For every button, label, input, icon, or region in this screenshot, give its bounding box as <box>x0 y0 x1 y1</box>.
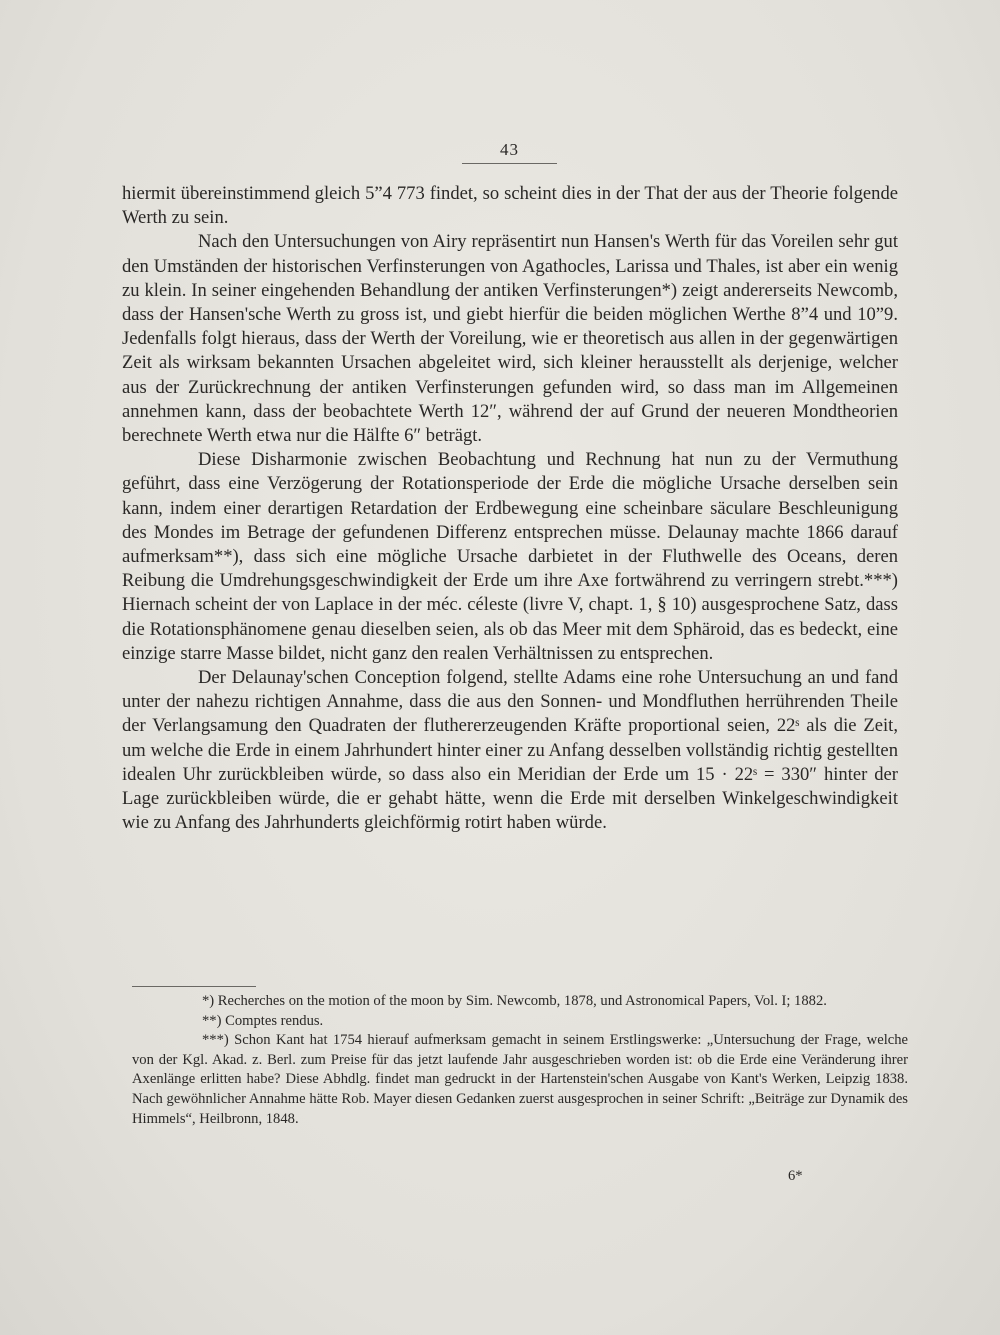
body-text <box>122 182 898 835</box>
header-rule <box>462 163 557 164</box>
footnote: ***) Schon Kant hat 1754 hierauf aufmerksam gemacht in seinem Erstlingswerke: „Untersuchung der Frage, welche von der Kgl. Akad. z. Berl. zum Preise für das jetzt laufende Jahr ausgeschrieben worden ist: ob die Erde eine Veränderung ihrer Axenlänge erlitten habe? Diese Abhdlg. findet man gedruckt in der Hartenstein'schen Ausgabe von Kant's Werken, Leipzig 1838. Nach gewöhnlicher Annahme hätte Rob. Mayer diesen Gedanken zuerst ausgesprochen in seiner Schrift: „Beiträge zur Dynamik des Himmels“, Heilbronn, 1848. <box>132 1032 908 1127</box>
footnote: **) Comptes rendus. <box>202 1012 324 1029</box>
paragraph: Der Delaunay'schen Conception folgend, stellte Adams eine rohe Untersuchung an und fand unter der nahezu richtigen Annahme, dass die aus den Sonnen- und Mondfluthen herrührenden Theile der Verlangsamung den Quadraten der fluthererzeugenden Kräfte proportional seien, 22ˢ als die Zeit, um welche die Erde in einem Jahrhundert hinter einer zu Anfang desselben vollständig richtig gestellten idealen Uhr zurückbleiben würde, so dass also ein Meridian der Erde um 15 · 22ˢ = 330″ hinter der Lage zurückbleiben würde, die er gehabt hätte, wenn die Erde mit derselben Winkelgeschwindigkeit wie zu Anfang des Jahrhunderts gleichförmig rotirt haben würde. <box>122 667 898 834</box>
paragraph: hiermit übereinstimmend gleich 5ˮ4 773 findet, so scheint dies in der That der aus der Theorie folgende Werth zu sein. <box>122 183 898 229</box>
paragraph: Nach den Untersuchungen von Airy repräsentirt nun Hansen's Werth für das Voreilen sehr gut den Umständen der historischen Verfinsterungen von Agathocles, Larissa und Thales, ist aber ein wenig zu klein. In seiner eingehenden Behandlung der antiken Verfinsterungen*) zeigt andererseits Newcomb, dass der Hansen'sche Werth zu gross ist, und giebt hierfür die beiden möglichen Werthe 8ˮ4 und 10ˮ9. Jedenfalls folgt hieraus, dass der Werth der Voreilung, wie er theoretisch aus allen in der gegenwärtigen Zeit als wirksam bekannten Ursachen abgeleitet wird, sich kleiner herausstellt als derjenige, welcher aus der Zurückrechnung der antiken Verfinsterungen gefunden wird, so dass man im Allgemeinen annehmen kann, dass der beobachtete Werth 12″, während der auf Grund der neueren Mondtheorien berechnete Werth etwa nur die Hälfte 6″ beträgt. <box>122 231 898 447</box>
footnote: *) Recherches on the motion of the moon by Sim. Newcomb, 1878, und Astronomical Papers, Vol. I; 1882. <box>202 993 827 1009</box>
footnote-rule <box>132 986 256 987</box>
signature-mark: 6* <box>788 1168 803 1184</box>
page-number: 43 <box>500 140 519 159</box>
paragraph: Diese Disharmonie zwischen Beobachtung und Rechnung hat nun zu der Vermuthung geführt, dass eine Verzögerung der Rotationsperiode der Erde die mögliche Ursache derselben sein kann, indem einer derartigen Retardation der Erdbewegung eine scheinbare säculare Beschleunigung des Mondes im Betrage der gefundenen Differenz entsprechen müsse. Delaunay machte 1866 darauf aufmerksam**), dass sich eine mögliche Ursache darbietet in der Fluthwelle des Oceans, deren Reibung die Umdrehungsgeschwindigkeit der Erde um ihre Axe fortwährend zu verringern strebt.***) Hiernach scheint der von Laplace in der méc. céleste (livre V, chapt. 1, § 10) ausgesprochene Satz, dass die Rotationsphänomene genau dieselben seien, als ob das Meer mit dem Sphäroid, das es bedeckt, eine einzige starre Masse bildet, nicht ganz den realen Verhältnissen zu entsprechen. <box>122 449 898 664</box>
footnotes <box>132 992 908 1129</box>
